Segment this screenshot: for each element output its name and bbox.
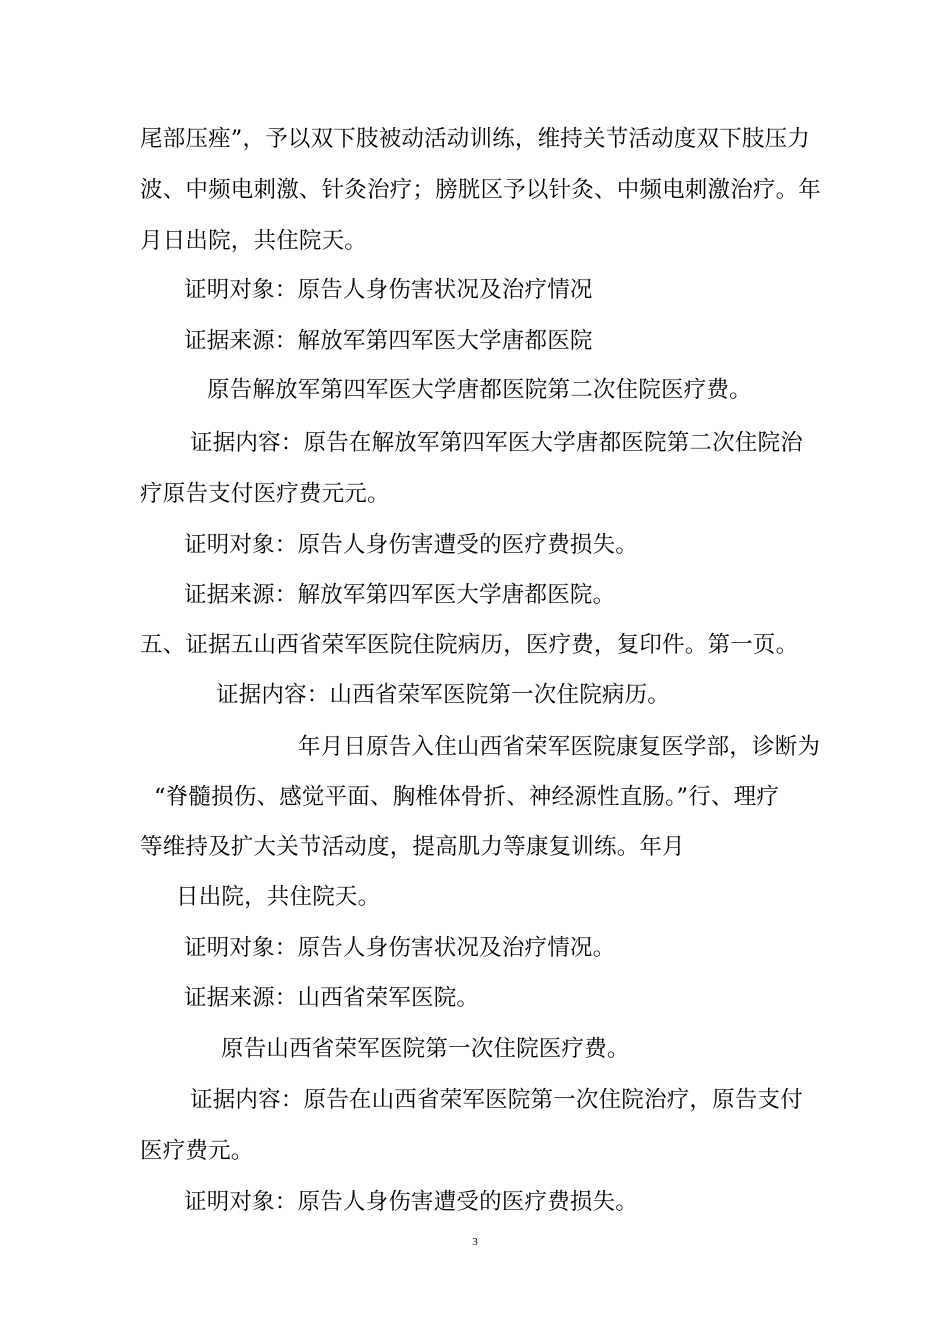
proof-object-line: 证明对象：原告人身伤害状况及治疗情况 — [184, 277, 593, 303]
paragraph-line: 月日出院，共住院天。 — [140, 228, 368, 254]
evidence-content-line: 证据内容：山西省荣军医院第一次住院病历。 — [216, 682, 671, 708]
paragraph-line: “脊髓损伤、感觉平面、胸椎体骨折、神经源性直肠。”行、理疗 — [154, 784, 780, 810]
evidence-source-line: 证据来源：解放军第四军医大学唐都医院。 — [184, 582, 616, 608]
evidence-content-line: 证据内容：原告在解放军第四军医大学唐都医院第二次住院治 — [190, 430, 803, 456]
proof-object-line: 证明对象：原告人身伤害遭受的医疗费损失。 — [184, 532, 639, 558]
paragraph-line: 医疗费元。 — [140, 1138, 254, 1164]
evidence-title-line: 原告山西省荣军医院第一次住院医疗费。 — [221, 1036, 630, 1062]
proof-object-line: 证明对象：原告人身伤害状况及治疗情况。 — [184, 935, 616, 961]
proof-object-line: 证明对象：原告人身伤害遭受的医疗费损失。 — [184, 1189, 639, 1215]
page-number: 3 — [472, 1236, 478, 1248]
evidence-content-line: 证据内容：原告在山西省荣军医院第一次住院治疗，原告支付 — [190, 1087, 803, 1113]
paragraph-line: 疗原告支付医疗费元元。 — [140, 481, 390, 507]
paragraph-line: 尾部压痤”，予以双下肢被动活动训练，维持关节活动度双下肢压力 — [140, 126, 811, 152]
paragraph-line: 波、中频电刺激、针灸治疗；膀胱区予以针灸、中频电刺激治疗。年 — [140, 177, 822, 203]
evidence-title-line: 原告解放军第四军医大学唐都医院第二次住院医疗费。 — [207, 377, 752, 403]
evidence-source-line: 证据来源：山西省荣军医院。 — [184, 985, 480, 1011]
section-heading: 五、证据五山西省荣军医院住院病历，医疗费，复印件。第一页。 — [140, 632, 799, 658]
paragraph-line: 等维持及扩大关节活动度，提高肌力等康复训练。年月 — [140, 834, 685, 860]
paragraph-line: 年月日原告入住山西省荣军医院康复医学部，诊断为 — [298, 734, 821, 760]
evidence-source-line: 证据来源：解放军第四军医大学唐都医院 — [184, 328, 593, 354]
paragraph-line: 日出院，共住院天。 — [176, 884, 381, 910]
